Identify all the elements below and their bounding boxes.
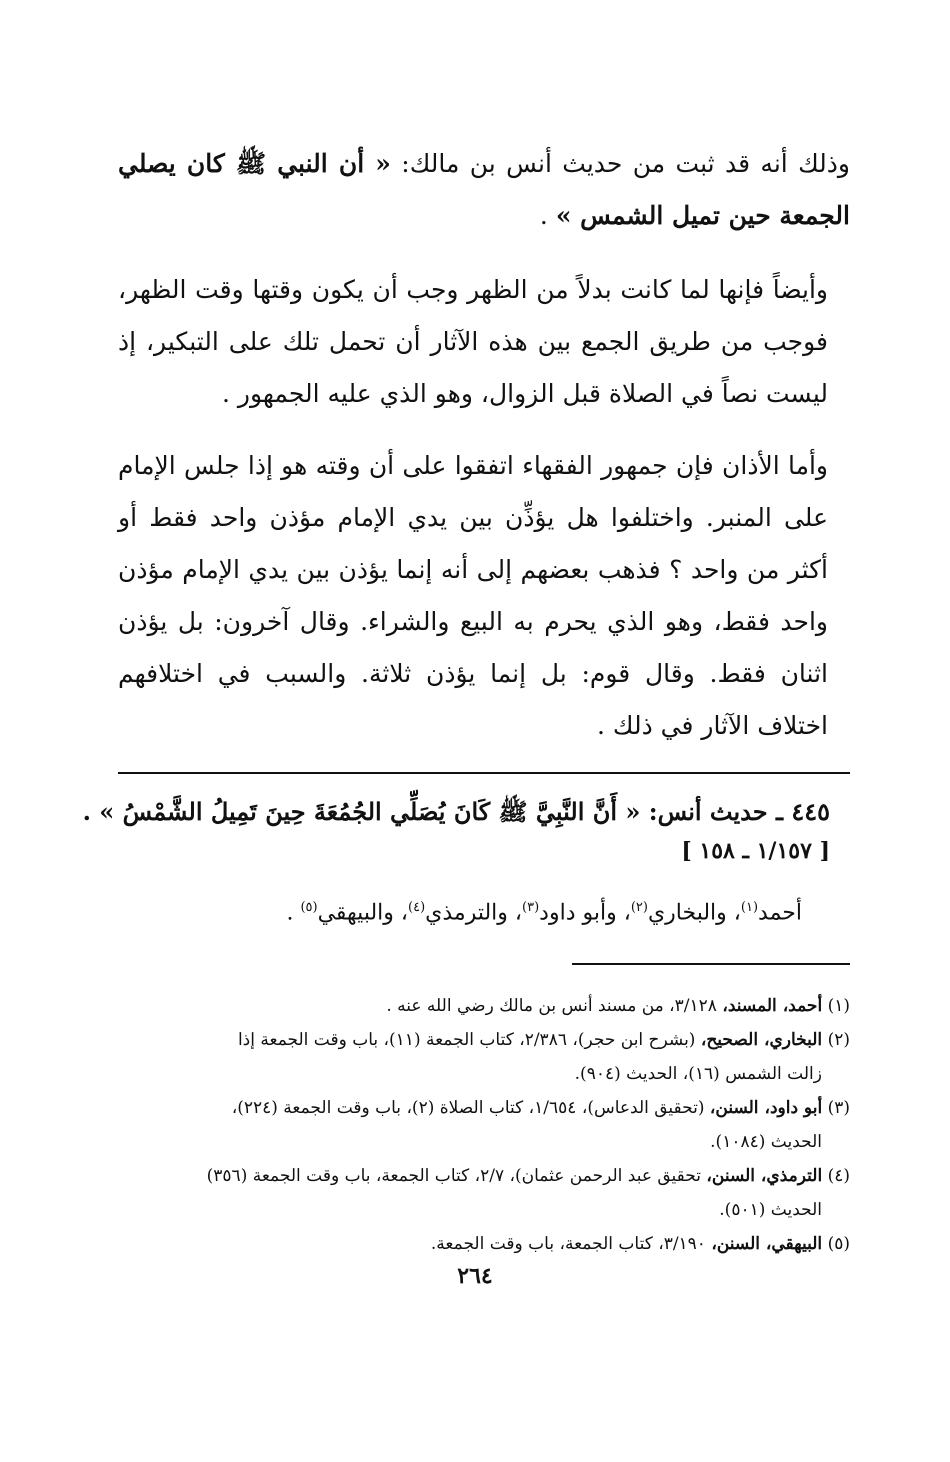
paragraph-1-hadith-quote: « أن النبي ﷺ كان يصلي الجمعة حين تميل الشمس » xyxy=(118,149,850,230)
footnote-divider xyxy=(572,963,850,965)
footnote-1-number: (١) xyxy=(822,996,850,1017)
paragraph-2: وأيضاً فإنها لما كانت بدلاً من الظهر وجب أن يكون وقتها وقت الظهر، فوجب من طريق الجمع بين هذه الآثار أن تحمل تلك على التبكير، إذ ليست نصاً في الصلاة قبل الزوال، وهو الذي عليه الجمهور . xyxy=(118,275,828,408)
hadith-heading xyxy=(82,790,850,834)
footnote-marker-5: (٥) xyxy=(300,900,318,915)
source-bukhari: ، والبخاري xyxy=(647,900,741,926)
footnote-4 xyxy=(118,1159,850,1193)
hadith-reference: [ ١/١٥٧ ـ ١٥٨ ] xyxy=(681,838,830,864)
page-number: ٢٦٤ xyxy=(457,1263,493,1289)
footnote-5-detail: ٣/١٩٠، كتاب الجمعة، باب وقت الجمعة. xyxy=(430,1234,712,1255)
footnote-2-continuation: زالت الشمس (١٦)، الحديث (٩٠٤). xyxy=(574,1064,822,1085)
footnotes xyxy=(118,989,850,1261)
footnote-marker-2: (٢) xyxy=(630,900,648,915)
source-bayhaqi: ، والبيهقي xyxy=(317,900,408,926)
hadith-sources xyxy=(118,888,850,933)
footnote-1 xyxy=(118,989,850,1023)
paragraph-1 xyxy=(118,138,850,242)
source-tirmidhi: ، والترمذي xyxy=(425,900,523,926)
footnote-5 xyxy=(118,1227,850,1261)
footnote-2-source: البخاري، الصحيح، xyxy=(700,1030,823,1051)
footnote-4-continuation: الحديث (٥٠١). xyxy=(719,1200,822,1221)
footnote-5-number: (٥) xyxy=(822,1234,850,1255)
paragraph-1-text: وذلك أنه قد ثبت من حديث أنس بن مالك: xyxy=(390,149,850,178)
footnote-marker-4: (٤) xyxy=(408,900,426,915)
footnote-3-detail: (تحقيق الدعاس)، ١/٦٥٤، كتاب الصلاة (٢)، باب وقت الجمعة (٢٢٤)، xyxy=(231,1098,710,1119)
footnote-marker-3: (٣) xyxy=(522,900,540,915)
footnote-2-number: (٢) xyxy=(822,1030,850,1051)
footnote-2 xyxy=(118,1023,850,1057)
footnote-5-source: البيهقي، السنن، xyxy=(711,1234,823,1255)
hadith-text: « أَنَّ النَّبِيَّ ﷺ كَانَ يُصَلِّي الجُمُعَةَ حِينَ تَمِيلُ الشَّمْسُ » . xyxy=(82,797,641,826)
footnote-4-detail: تحقيق عبد الرحمن عثمان)، ٢/٧، كتاب الجمعة، باب وقت الجمعة (٣٥٦) xyxy=(206,1166,707,1187)
footnote-3-number: (٣) xyxy=(822,1098,850,1119)
sources-end: . xyxy=(286,900,294,926)
footnote-3-source: أبو داود، السنن، xyxy=(709,1098,823,1119)
footnote-marker-1: (١) xyxy=(740,900,759,915)
footnote-4-source: الترمذي، السنن، xyxy=(706,1166,823,1187)
paragraph-3: وأما الأذان فإن جمهور الفقهاء اتفقوا على أن وقته هو إذا جلس الإمام على المنبر. واختلفوا هل يؤذِّن بين يدي الإمام مؤذن واحد فقط أو أكثر من واحد ؟ فذهب بعضهم إلى أنه إنما يؤذن بين يدي الإمام مؤذن واحد فقط، وهو الذي يحرم به البيع والشراء. وقال آخرون: بل يؤذن اثنان فقط. وقال قوم: بل إنما يؤذن ثلاثة. والسبب في اختلافهم اختلاف الآثار في ذلك . xyxy=(118,451,828,740)
source-abu-dawud: ، وأبو داود xyxy=(539,900,631,926)
footnote-1-detail: ٣/١٢٨، من مسند أنس بن مالك رضي الله عنه . xyxy=(386,996,723,1017)
source-ahmad: أحمد xyxy=(758,900,802,926)
footnote-1-source: أحمد، المسند، xyxy=(722,996,823,1017)
footnote-3 xyxy=(118,1091,850,1125)
hadith-number: ٤٤٥ ـ حديث أنس: xyxy=(640,797,830,826)
footnote-4-number: (٤) xyxy=(822,1166,850,1187)
footnote-3-continuation: الحديث (١٠٨٤). xyxy=(710,1132,822,1153)
footnote-2-detail: (بشرح ابن حجر)، ٢/٣٨٦، كتاب الجمعة (١١)، باب وقت الجمعة إذا xyxy=(237,1030,701,1051)
paragraph-1-end: . xyxy=(539,201,548,230)
section-divider xyxy=(118,772,850,774)
hadith-block xyxy=(82,790,850,868)
